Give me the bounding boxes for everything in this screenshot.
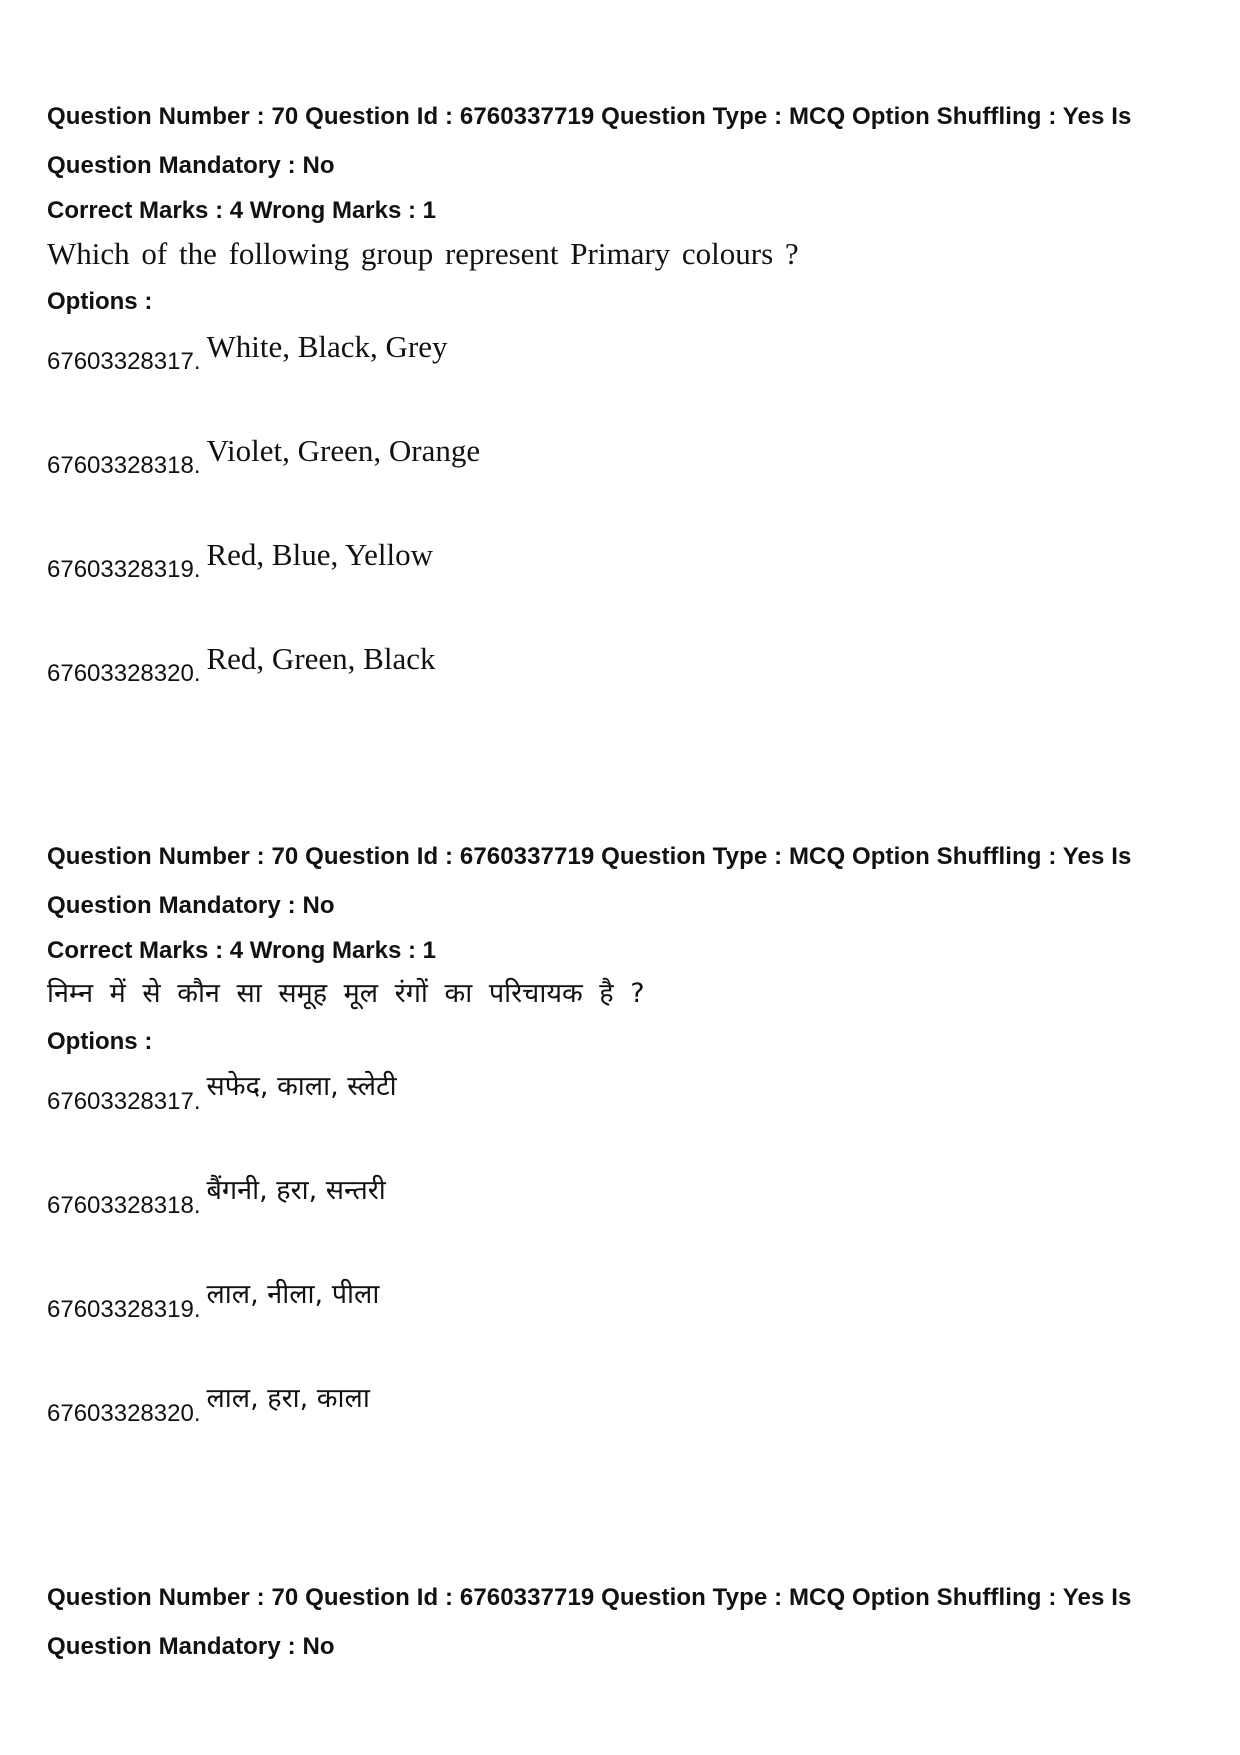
option-item <box>47 328 1207 432</box>
marks-line: Correct Marks : 4 Wrong Marks : 1 <box>47 937 437 964</box>
question-meta-line-2: Question Mandatory : No <box>47 152 335 179</box>
option-id: 67603328320. <box>47 1400 201 1427</box>
option-id: 67603328318. <box>47 452 201 479</box>
option-id: 67603328317. <box>47 348 201 375</box>
option-item <box>47 1068 1207 1172</box>
question-meta-line-1: Question Number : 70 Question Id : 6760337719 Question Type : MCQ Option Shuffling : Yes Is <box>47 103 1132 130</box>
option-item <box>47 640 1207 744</box>
option-id: 67603328317. <box>47 1088 201 1115</box>
option-id: 67603328318. <box>47 1192 201 1219</box>
option-text: सफेद, काला, स्लेटी <box>206 1071 397 1102</box>
question-meta-line-1: Question Number : 70 Question Id : 6760337719 Question Type : MCQ Option Shuffling : Yes Is <box>47 843 1132 870</box>
question-text: निम्न में से कौन सा समूह मूल रंगों का परिचायक है ? <box>47 978 645 1009</box>
question-block-hindi <box>47 832 1207 1484</box>
option-id: 67603328320. <box>47 660 201 687</box>
question-text: Which of the following group represent Primary colours ? <box>47 236 799 271</box>
option-item <box>47 1276 1207 1380</box>
option-text: Violet, Green, Orange <box>206 433 481 468</box>
option-id: 67603328319. <box>47 1296 201 1323</box>
options-list <box>47 1068 1207 1484</box>
question-meta-line-1: Question Number : 70 Question Id : 6760337719 Question Type : MCQ Option Shuffling : Yes Is <box>47 1584 1132 1611</box>
option-item <box>47 536 1207 640</box>
option-text: लाल, नीला, पीला <box>206 1279 380 1310</box>
option-text: Red, Blue, Yellow <box>206 537 433 572</box>
marks-line: Correct Marks : 4 Wrong Marks : 1 <box>47 197 437 224</box>
option-item <box>47 1380 1207 1484</box>
option-text: White, Black, Grey <box>206 329 448 364</box>
option-text: Red, Green, Black <box>206 641 436 676</box>
option-text: लाल, हरा, काला <box>206 1383 370 1414</box>
option-text: बैंगनी, हरा, सन्तरी <box>206 1175 386 1206</box>
option-item <box>47 1172 1207 1276</box>
question-meta-line-2: Question Mandatory : No <box>47 1633 335 1660</box>
options-list <box>47 328 1207 744</box>
question-block-english <box>47 92 1207 744</box>
options-label: Options : <box>47 288 153 315</box>
question-block-partial <box>47 1573 1207 1671</box>
options-label: Options : <box>47 1028 153 1055</box>
option-item <box>47 432 1207 536</box>
option-id: 67603328319. <box>47 556 201 583</box>
question-meta-line-2: Question Mandatory : No <box>47 892 335 919</box>
